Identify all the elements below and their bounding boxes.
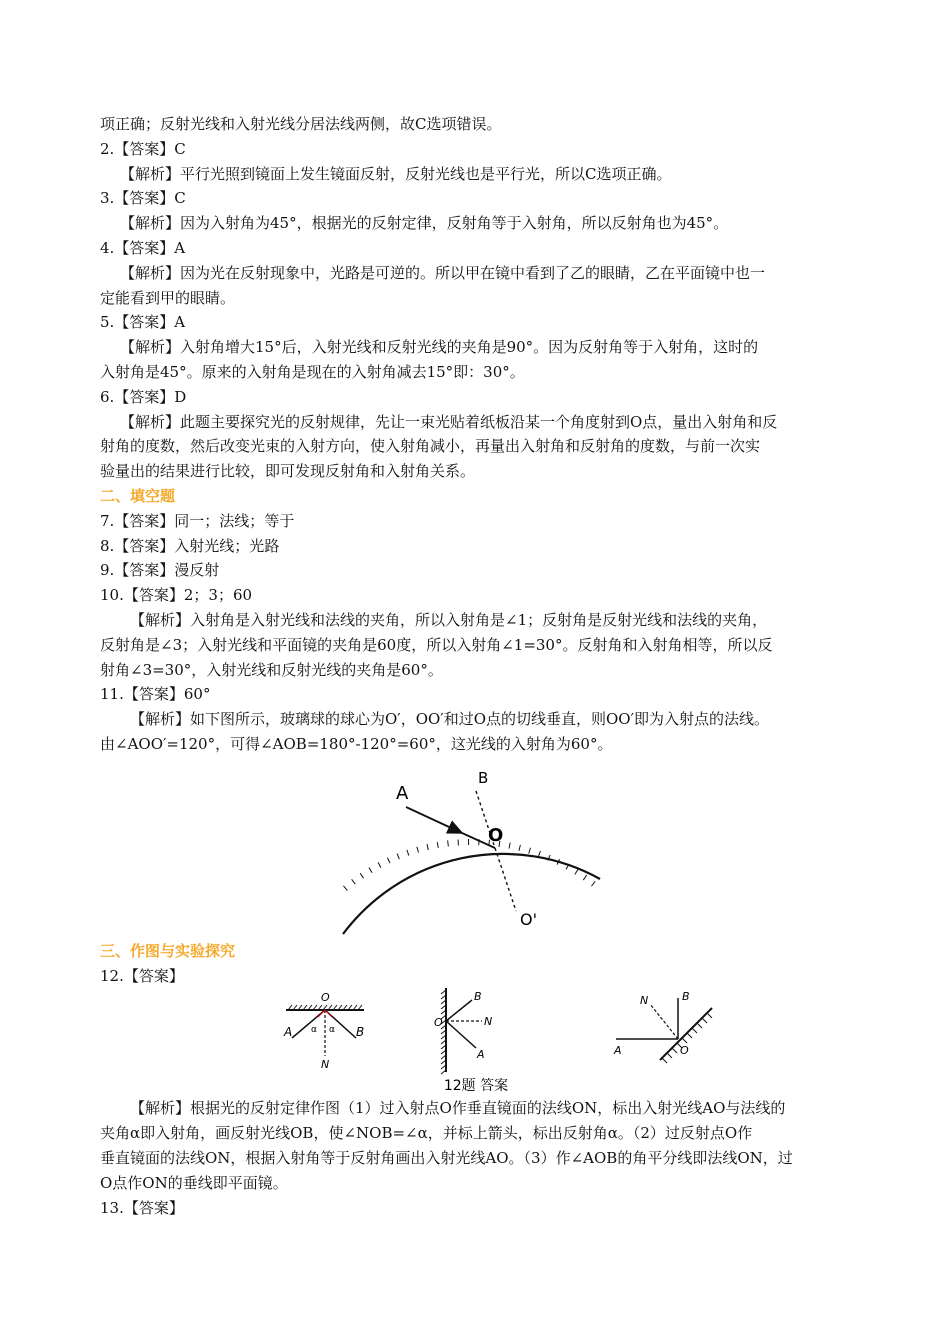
text-line: 【解析】入射角是入射光线和法线的夹角，所以入射角是∠1；反射角是反射光线和法线的夹角， (130, 610, 768, 629)
reflected-2 (446, 1000, 472, 1021)
text-line: 【解析】因为入射角为45°，根据光的反射定律，反射角等于入射角，所以反射角也为45°。 (120, 214, 729, 233)
answers-part-1 (100, 112, 852, 484)
text-line: 2.【答案】C (100, 139, 186, 158)
section-2-title: 二、填空题 (100, 486, 176, 505)
text-line: 由∠AOO′=120°，可得∠AOB=180°-120°=60°，这光线的入射角为60°。 (100, 734, 613, 753)
text-line: 项正确；反射光线和入射光线分居法线两侧，故C选项错误。 (100, 115, 502, 133)
text-line: 【解析】平行光照到镜面上发生镜面反射，反射光线也是平行光，所以C选项正确。 (120, 164, 672, 183)
d2-label-B: B (474, 990, 482, 1004)
d1-label-N: N (321, 1058, 330, 1072)
figure-12-answers (100, 988, 852, 1096)
text-line: 【解析】因为光在反射现象中，光路是可逆的。所以甲在镜中看到了乙的眼睛，乙在平面镜中也一 (120, 263, 766, 282)
label-B: B (478, 768, 489, 787)
d2-label-N: N (484, 1015, 493, 1029)
section-3-title: 三、作图与实验探究 (100, 941, 236, 960)
text-line: 【解析】如下图所示，玻璃球的球心为O′，OO′和过O点的切线垂直，则OO′即为入射点的法线。 (130, 710, 770, 729)
text-line: 4.【答案】A (100, 238, 186, 257)
normal-3 (650, 1004, 678, 1039)
text-line: 【解析】根据光的反射定律作图（1）过入射点O作垂直镜面的法线ON，标出入射光线AO与法线的 (130, 1099, 786, 1118)
text-line: 5.【答案】A (100, 313, 186, 332)
d1-alpha-1: α (311, 1025, 317, 1036)
answer-12-line: 12.【答案】 (100, 966, 184, 985)
incident-1 (292, 1010, 325, 1038)
text-line: 6.【答案】D (100, 387, 187, 406)
d1-label-A: A (284, 1025, 293, 1040)
text-line: 入射角是45°。原来的入射角是现在的入射角减去15°即：30°。 (100, 362, 525, 381)
answers-part-3 (100, 1096, 852, 1220)
d2-label-A: A (477, 1048, 485, 1062)
text-line: 夹角α即入射角，画反射光线OB，使∠NOB=∠α，并标上箭头，标出反射角α。（2）过反射点O作 (100, 1124, 753, 1143)
text-line: 反射角是∠3；入射光线和平面镜的夹角是60度，所以入射角∠1=30°。反射角和入射角相等，所以反 (100, 635, 773, 654)
text-line: 垂直镜面的法线ON，根据入射角等于反射角画出入射光线AO。（3）作∠AOB的角平分线即法线ON，过 (100, 1148, 793, 1167)
text-line: 【解析】此题主要探究光的反射规律，先让一束光贴着纸板沿某一个角度射到O点，量出入射角和反 (120, 412, 778, 431)
diagram-1 (283, 991, 364, 1071)
text-line: 8.【答案】入射光线；光路 (100, 536, 280, 555)
d1-alpha-2: α (329, 1025, 335, 1036)
d3-label-N: N (640, 994, 649, 1008)
figure-12-caption: 12题 答案 (443, 1078, 509, 1095)
figure-11-glass-sphere (100, 759, 852, 937)
label-O-prime: O' (520, 909, 537, 929)
diagram-3 (613, 990, 712, 1063)
document-page (100, 112, 852, 1220)
sphere-arc (343, 854, 600, 934)
text-line: 验量出的结果进行比较，即可发现反射角和入射角关系。 (100, 462, 476, 481)
d3-label-B: B (682, 990, 690, 1004)
d3-label-O: O (680, 1044, 689, 1058)
d2-label-O: O (434, 1016, 443, 1030)
text-line: 射角的度数，然后改变光束的入射方向，使入射角减小，再量出入射角和反射角的度数，与前一次实 (100, 437, 761, 456)
incident-ray (406, 807, 462, 833)
d3-label-A: A (614, 1044, 622, 1058)
text-line: 7.【答案】同一；法线；等于 (100, 511, 295, 530)
label-A: A (396, 782, 409, 804)
text-line: 9.【答案】漫反射 (100, 561, 220, 580)
normal-dotted-line (495, 848, 516, 911)
text-line: 11.【答案】60° (100, 685, 211, 704)
text-line: 定能看到甲的眼睛。 (100, 288, 236, 307)
text-line: O点作ON的垂线即平面镜。 (100, 1173, 288, 1192)
d1-label-B: B (356, 1025, 365, 1040)
text-line: 射角∠3=30°，入射光线和反射光线的夹角是60°。 (100, 660, 443, 679)
incident-2 (446, 1021, 476, 1048)
text-line: 13.【答案】 (100, 1198, 184, 1217)
answers-part-2 (100, 509, 852, 757)
label-O: O (488, 824, 504, 846)
text-line: 【解析】入射角增大15°后，入射光线和反射光线的夹角是90°。因为反射角等于入射角，这时的 (120, 338, 759, 357)
text-line: 3.【答案】C (100, 189, 186, 208)
diagram-2 (434, 988, 492, 1074)
sphere-hatching (343, 839, 595, 890)
d1-label-O: O (321, 991, 330, 1005)
text-line: 10.【答案】2；3；60 (100, 586, 253, 605)
